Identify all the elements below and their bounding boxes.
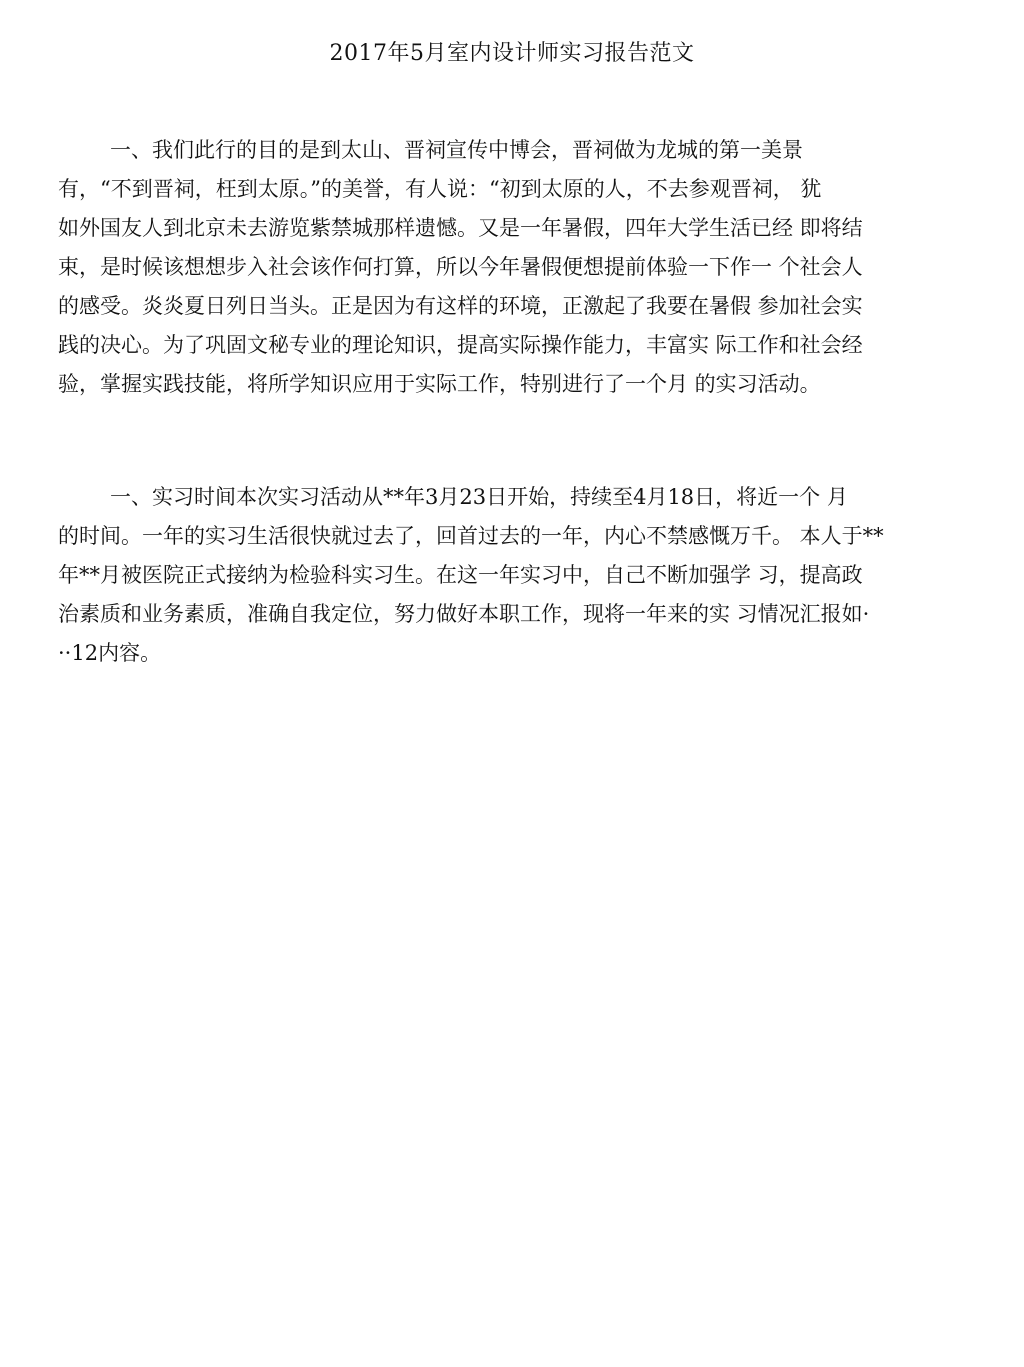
paragraph-line: 践的决心。为了巩固文秘专业的理论知识，提高实际操作能力，丰富实 际工作和社会经 bbox=[58, 333, 863, 357]
paragraph-line: 治素质和业务素质，准确自我定位，努力做好本职工作，现将一年来的实 习情况汇报如· bbox=[58, 602, 870, 626]
paragraph-line: 的感受。炎炎夏日列日当头。正是因为有这样的环境，正激起了我要在暑假 参加社会实 bbox=[58, 294, 863, 318]
paragraph-line: 有，“不到晋祠，枉到太原。”的美誉，有人说：“初到太原的人，不去参观晋祠， 犹 bbox=[58, 177, 822, 201]
paragraph-line: ··12内容。 bbox=[58, 641, 162, 665]
paragraph-line: 如外国友人到北京未去游览紫禁城那样遗憾。又是一年暑假，四年大学生活已经 即将结 bbox=[58, 216, 863, 240]
paragraph-line: 一、实习时间本次实习活动从**年3月23日开始，持续至4月18日，将近一个 月 bbox=[110, 485, 848, 509]
paragraph-line: 验，掌握实践技能，将所学知识应用于实际工作，特别进行了一个月 的实习活动。 bbox=[58, 372, 821, 396]
paragraph-line: 的时间。一年的实习生活很快就过去了，回首过去的一年，内心不禁感慨万千。 本人于** bbox=[58, 524, 884, 548]
document-title: 2017年5月室内设计师实习报告范文 bbox=[329, 41, 695, 66]
paragraph-line: 束，是时候该想想步入社会该作何打算，所以今年暑假便想提前体验一下作一 个社会人 bbox=[58, 255, 863, 279]
paragraph-line: 一、我们此行的目的是到太山、晋祠宣传中博会，晋祠做为龙城的第一美景 bbox=[110, 138, 803, 162]
paragraph-internship-time bbox=[58, 478, 968, 673]
paragraph-line: 年**月被医院正式接纳为检验科实习生。在这一年实习中，自己不断加强学 习，提高政 bbox=[58, 563, 863, 587]
paragraph-purpose bbox=[58, 131, 968, 404]
